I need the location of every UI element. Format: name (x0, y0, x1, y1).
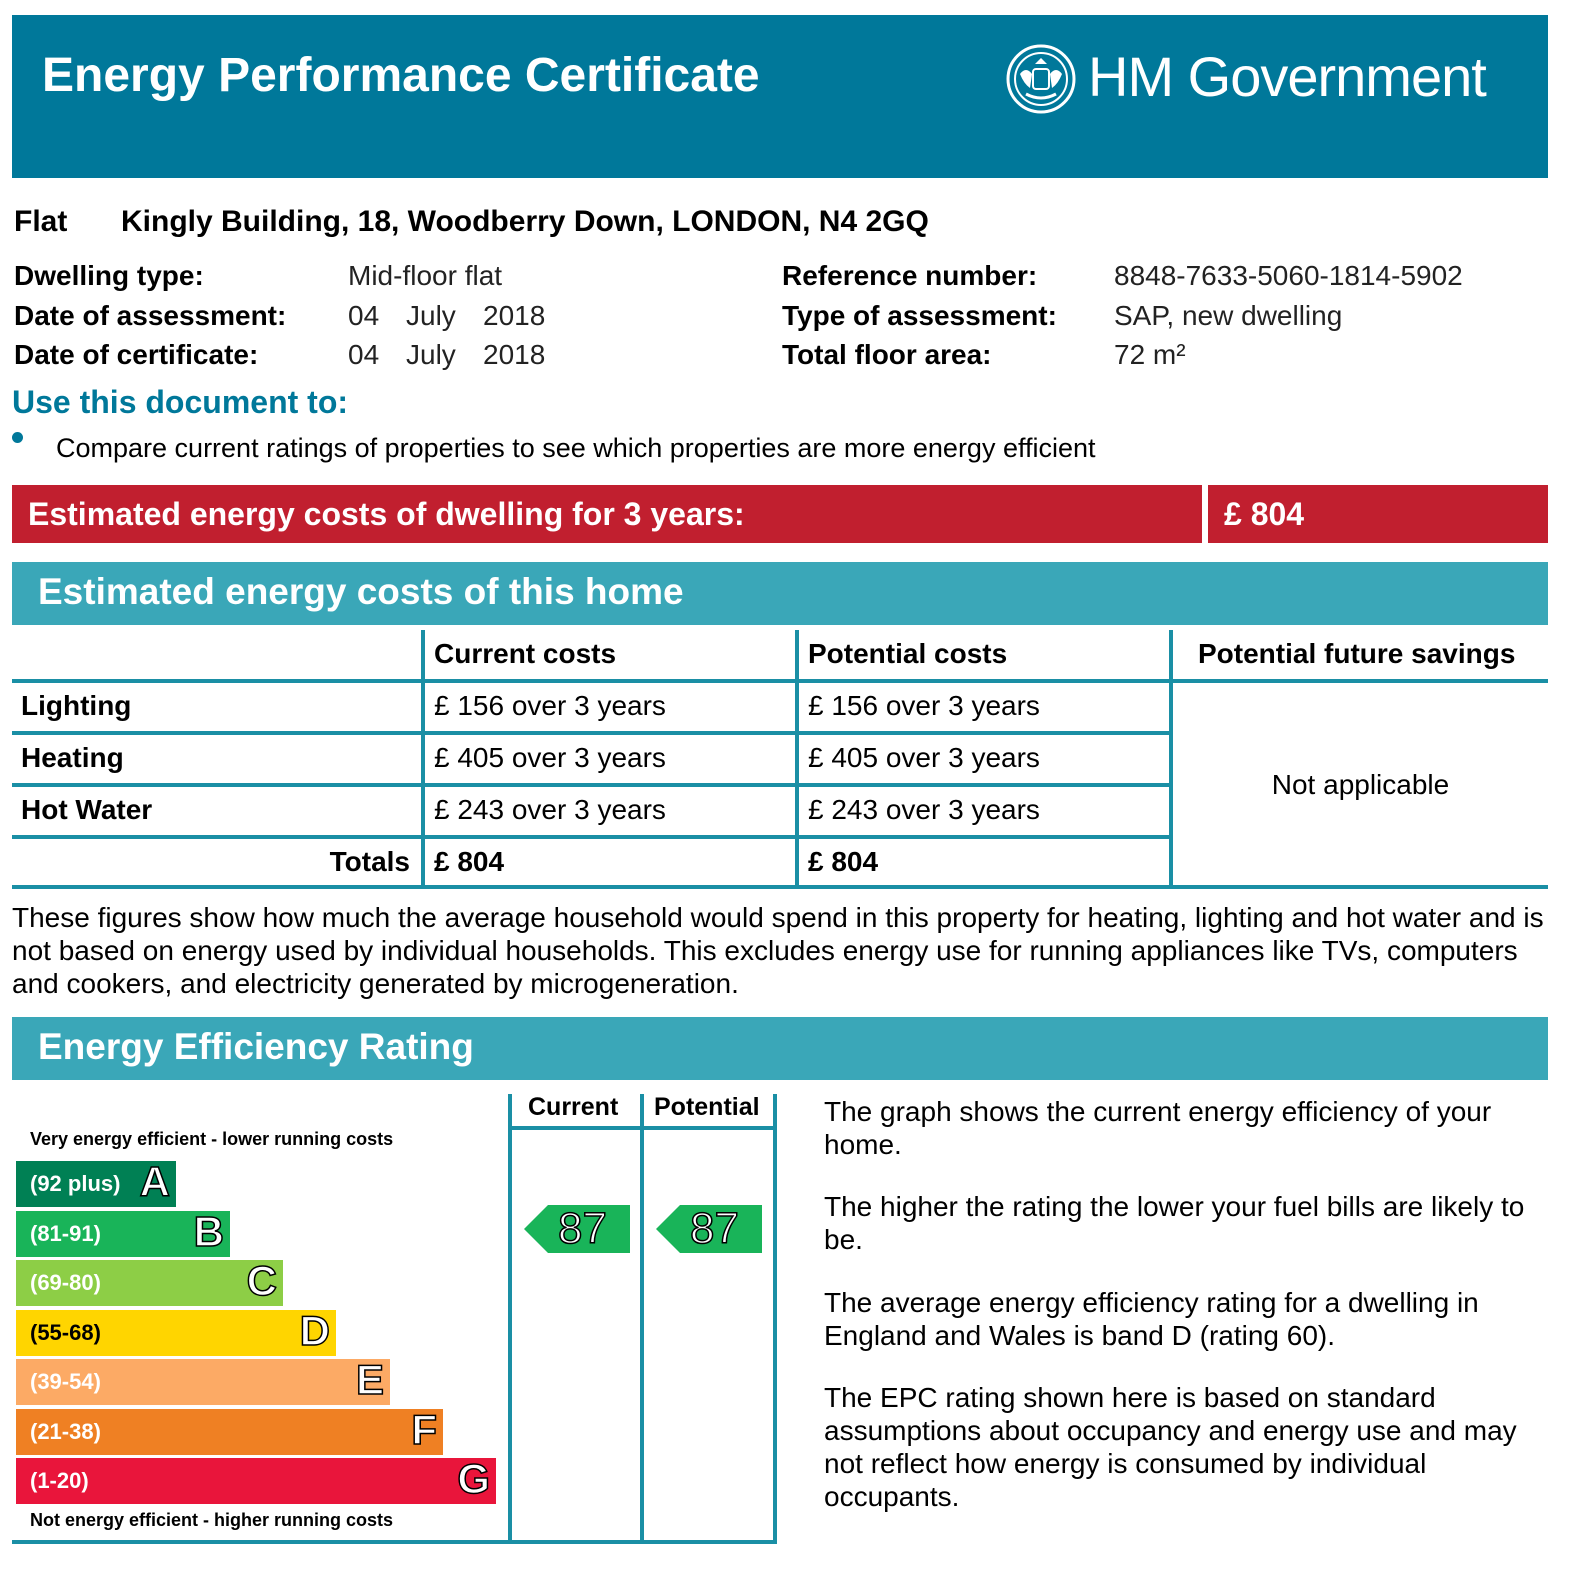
rating-band-c (16, 1257, 283, 1306)
assessment-type-label: Type of assessment: (782, 300, 1057, 331)
row-lighting-label: Lighting (21, 690, 132, 721)
current-column-label: Current (528, 1093, 619, 1121)
current-rating-value: 87 (558, 1204, 607, 1253)
rating-band-letter: A (139, 1158, 170, 1205)
rating-band-letter: F (411, 1405, 437, 1453)
rating-paragraph: The higher the rating the lower your fuel bills are likely to be. (824, 1191, 1525, 1255)
dwelling-type-label: Dwelling type: (14, 260, 204, 291)
rating-section-title: Energy Efficiency Rating (38, 1026, 474, 1067)
potential-rating-value: 87 (690, 1204, 739, 1253)
totals-potential: £ 804 (808, 846, 879, 877)
rating-column-rule (773, 1094, 777, 1544)
page-title: Energy Performance Certificate (42, 49, 760, 102)
rating-column-rule (640, 1094, 644, 1544)
rating-band-letter: D (299, 1306, 330, 1354)
rating-band-e (16, 1356, 390, 1405)
estimated-cost-bar (12, 485, 1202, 543)
not-efficient-caption: Not energy efficient - higher running costs (30, 1510, 394, 1530)
rating-band-range: (92 plus) (30, 1171, 121, 1196)
rating-paragraph: The EPC rating shown here is based on standard assumptions about occupancy and energy use and may not reflect how energy is consumed by individual occupants. (824, 1382, 1517, 1512)
assessment-date-label: Date of assessment: (14, 300, 287, 331)
rating-band-range: (81-91) (30, 1220, 101, 1246)
row-heating-potential: £ 405 over 3 years (808, 742, 1040, 773)
certificate-month: July (406, 339, 456, 370)
current-rating-arrow (524, 1205, 630, 1258)
table-divider (1169, 630, 1173, 888)
row-hot-water-potential: £ 243 over 3 years (808, 794, 1040, 825)
rating-paragraph: The average energy efficiency rating for a dwelling in England and Wales is band D (rating 60). (824, 1287, 1479, 1351)
rating-section-header (12, 1017, 1548, 1080)
estimated-cost-value-box (1208, 485, 1548, 543)
royal-crest-icon (1006, 44, 1076, 114)
use-document-title: Use this document to: (12, 384, 349, 420)
rating-band-g (16, 1455, 496, 1504)
certificate-date-label: Date of certificate: (14, 339, 259, 370)
dwelling-type-value: Mid-floor flat (348, 260, 503, 291)
estimated-cost-value: £ 804 (1224, 496, 1305, 532)
table-rule (12, 679, 1548, 683)
costs-note: These figures show how much the average household would spend in this property for heating, lighting and hot water and is not based on energy used by individual households. This excludes energy use for running appliances like TVs, computers and cookers, and electricity generated by microgeneration. (12, 902, 1544, 999)
reference-number-value: 8848-7633-5060-1814-5902 (1114, 260, 1463, 291)
rating-band-letter: B (193, 1207, 224, 1255)
rating-band-letter: E (355, 1356, 384, 1403)
costs-section-title: Estimated energy costs of this home (38, 571, 684, 612)
header-potential-costs: Potential costs (808, 638, 1008, 669)
rating-band-d (16, 1306, 336, 1356)
assessment-month: July (406, 300, 456, 331)
rating-band-range: (69-80) (30, 1270, 101, 1295)
table-divider (795, 630, 799, 888)
rating-paragraph: The graph shows the current energy efficiency of your home. (824, 1096, 1492, 1160)
property-type: Flat (14, 205, 68, 238)
certificate-day: 04 (348, 339, 380, 370)
use-document-item: Compare current ratings of properties to see which properties are more energy efficient (56, 433, 1096, 463)
potential-rating-arrow (656, 1205, 762, 1258)
row-lighting-current: £ 156 over 3 years (434, 690, 666, 721)
assessment-type-value: SAP, new dwelling (1114, 300, 1343, 331)
potential-column-label: Potential (654, 1093, 760, 1121)
certificate-year: 2018 (483, 339, 546, 370)
rating-bottom-rule (12, 1540, 777, 1544)
property-address: Kingly Building, 18, Woodberry Down, LONDON, N4 2GQ (121, 205, 929, 238)
very-efficient-caption: Very energy efficient - lower running costs (30, 1129, 394, 1149)
bullet-icon (12, 432, 23, 443)
future-savings-value: Not applicable (1271, 769, 1450, 800)
rating-band-range: (21-38) (30, 1418, 101, 1444)
row-lighting-potential: £ 156 over 3 years (808, 690, 1040, 721)
row-hot-water-label: Hot Water (21, 794, 153, 825)
rating-column-rule (508, 1126, 777, 1130)
header-current-costs: Current costs (434, 638, 617, 669)
rating-band-letter: G (457, 1455, 490, 1502)
assessment-year: 2018 (483, 300, 546, 331)
rating-band-range: (1-20) (30, 1468, 89, 1493)
estimated-cost-label: Estimated energy costs of dwelling for 3 years: (28, 496, 745, 532)
totals-label: Totals (329, 846, 410, 877)
rating-band-letter: C (246, 1257, 277, 1304)
rating-band-range: (55-68) (30, 1319, 101, 1345)
floor-area-value: 72 m² (1114, 339, 1186, 370)
row-heating-current: £ 405 over 3 years (434, 742, 666, 773)
table-rule (12, 885, 1548, 889)
rating-band-b (16, 1207, 230, 1257)
assessment-day: 04 (348, 300, 380, 331)
totals-current: £ 804 (434, 846, 505, 877)
rating-column-rule (508, 1094, 512, 1544)
government-logo-text: HM Government (1088, 45, 1486, 108)
table-rule (12, 835, 1173, 839)
floor-area-label: Total floor area: (782, 339, 992, 370)
rating-band-range: (39-54) (30, 1369, 101, 1394)
row-hot-water-current: £ 243 over 3 years (434, 794, 666, 825)
reference-number-label: Reference number: (782, 260, 1038, 291)
header-future-savings: Potential future savings (1198, 638, 1516, 669)
rating-band-a (16, 1158, 176, 1207)
table-rule (12, 783, 1173, 787)
table-divider (421, 630, 425, 888)
table-rule (12, 731, 1173, 735)
row-heating-label: Heating (21, 742, 124, 773)
rating-band-f (16, 1405, 443, 1455)
costs-section-header (12, 562, 1548, 625)
